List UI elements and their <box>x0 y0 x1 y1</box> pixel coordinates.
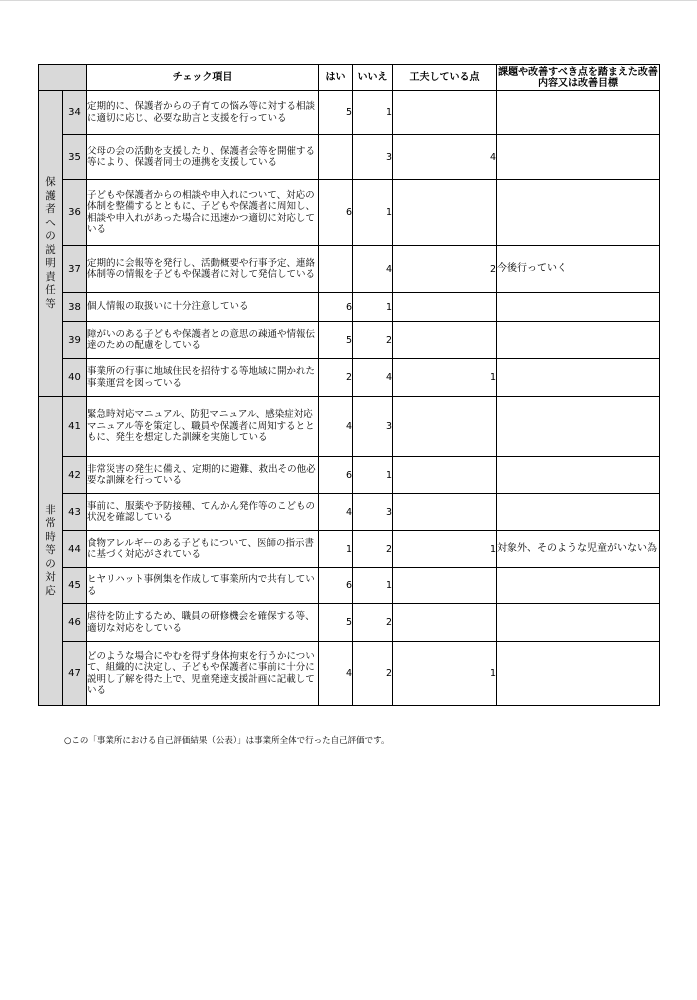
innovation-cell <box>393 457 497 494</box>
table-row <box>39 531 660 568</box>
header-row <box>39 65 660 91</box>
innovation-cell <box>393 293 497 322</box>
row-number: 41 <box>63 397 87 457</box>
no-count: 2 <box>353 642 393 706</box>
check-item-text: 緊急時対応マニュアル、防犯マニュアル、感染症対応マニュアル等を策定し、職員や保護者に周知するとともに、発生を想定した訓練を実施している <box>87 397 319 457</box>
yes-count: 4 <box>319 397 353 457</box>
improvement-cell <box>497 397 660 457</box>
innovation-cell <box>393 322 497 359</box>
no-count: 1 <box>353 180 393 246</box>
table-row <box>39 359 660 397</box>
no-count: 1 <box>353 293 393 322</box>
table-row <box>39 494 660 531</box>
check-item-text: 子どもや保護者からの相談や申入れについて、対応の体制を整備するとともに、子どもや保護者に周知し、相談や申入れがあった場合に迅速かつ適切に対応している <box>87 180 319 246</box>
no-count: 2 <box>353 322 393 359</box>
row-number: 40 <box>63 359 87 397</box>
table-row <box>39 604 660 642</box>
table-row <box>39 180 660 246</box>
innovation-cell <box>393 91 497 135</box>
innovation-cell <box>393 604 497 642</box>
table-row <box>39 397 660 457</box>
check-item-text: 障がいのある子どもや保護者との意思の疎通や情報伝達のための配慮をしている <box>87 322 319 359</box>
improvement-cell: 今後行っていく <box>497 246 660 293</box>
improvement-cell <box>497 91 660 135</box>
innovation-cell: 1 <box>393 642 497 706</box>
innovation-cell: 4 <box>393 135 497 180</box>
row-number: 39 <box>63 322 87 359</box>
check-item-text: どのような場合にやむを得ず身体拘束を行うかについて、組織的に決定し、子どもや保護者に事前に十分に説明し了解を得た上で、児童発達支援計画に記載している <box>87 642 319 706</box>
row-number: 46 <box>63 604 87 642</box>
table-row <box>39 322 660 359</box>
no-count: 4 <box>353 359 393 397</box>
table-row <box>39 246 660 293</box>
yes-count <box>319 246 353 293</box>
no-count: 1 <box>353 457 393 494</box>
table-row <box>39 91 660 135</box>
check-item-text: 個人情報の取扱いに十分注意している <box>87 293 319 322</box>
improvement-cell <box>497 135 660 180</box>
check-item-text: 事業所の行事に地域住民を招待する等地域に開かれた事業運営を図っている <box>87 359 319 397</box>
yes-count: 6 <box>319 293 353 322</box>
yes-count: 6 <box>319 457 353 494</box>
yes-count <box>319 135 353 180</box>
innovation-cell <box>393 397 497 457</box>
row-number: 44 <box>63 531 87 568</box>
row-number: 36 <box>63 180 87 246</box>
check-item-text: 非常災害の発生に備え、定期的に避難、救出その他必要な訓練を行っている <box>87 457 319 494</box>
innovation-cell <box>393 494 497 531</box>
row-number: 45 <box>63 568 87 604</box>
improvement-cell <box>497 180 660 246</box>
innovation-cell: 1 <box>393 359 497 397</box>
row-number: 43 <box>63 494 87 531</box>
improvement-cell: 対象外、そのような児童がいない為 <box>497 531 660 568</box>
improvement-cell <box>497 494 660 531</box>
yes-count: 5 <box>319 91 353 135</box>
yes-count: 6 <box>319 568 353 604</box>
self-evaluation-table <box>38 64 660 706</box>
no-count: 1 <box>353 91 393 135</box>
improvement-cell <box>497 568 660 604</box>
yes-count: 2 <box>319 359 353 397</box>
table-row <box>39 135 660 180</box>
yes-count: 5 <box>319 322 353 359</box>
table-row <box>39 457 660 494</box>
improvement-cell <box>497 293 660 322</box>
no-count: 4 <box>353 246 393 293</box>
improvement-cell <box>497 359 660 397</box>
innovation-cell: 1 <box>393 531 497 568</box>
row-number: 37 <box>63 246 87 293</box>
improvement-cell <box>497 604 660 642</box>
no-count: 3 <box>353 494 393 531</box>
check-item-text: 定期的に、保護者からの子育ての悩み等に対する相談に適切に応じ、必要な助言と支援を行っている <box>87 91 319 135</box>
no-count: 3 <box>353 135 393 180</box>
header-check-item: チェック項目 <box>87 65 319 91</box>
header-no: いいえ <box>353 65 393 91</box>
check-item-text: 事前に、服薬や予防接種、てんかん発作等のこどもの状況を確認している <box>87 494 319 531</box>
header-innovations: 工夫している点 <box>393 65 497 91</box>
row-number: 34 <box>63 91 87 135</box>
row-number: 35 <box>63 135 87 180</box>
row-number: 42 <box>63 457 87 494</box>
innovation-cell <box>393 568 497 604</box>
no-count: 1 <box>353 568 393 604</box>
yes-count: 5 <box>319 604 353 642</box>
page-top-border <box>0 0 697 1</box>
no-count: 2 <box>353 531 393 568</box>
no-count: 3 <box>353 397 393 457</box>
improvement-cell <box>497 642 660 706</box>
check-item-text: ヒヤリハット事例集を作成して事業所内で共有している <box>87 568 319 604</box>
no-count: 2 <box>353 604 393 642</box>
row-number: 47 <box>63 642 87 706</box>
check-item-text: 父母の会の活動を支援したり、保護者会等を開催する等により、保護者同士の連携を支援している <box>87 135 319 180</box>
innovation-cell <box>393 180 497 246</box>
table-row <box>39 568 660 604</box>
header-yes: はい <box>319 65 353 91</box>
yes-count: 1 <box>319 531 353 568</box>
improvement-cell <box>497 457 660 494</box>
check-item-text: 食物アレルギーのある子どもについて、医師の指示書に基づく対応がされている <box>87 531 319 568</box>
section-label-emergency: 非常時等の対応 <box>39 397 63 706</box>
footnote: ○この「事業所における自己評価結果（公表）」は事業所全体で行った自己評価です。 <box>64 736 390 746</box>
yes-count: 4 <box>319 642 353 706</box>
check-item-text: 定期的に会報等を発行し、活動概要や行事予定、連絡体制等の情報を子どもや保護者に対して発信している <box>87 246 319 293</box>
section-label-explanation: 保護者への説明責任等 <box>39 91 63 397</box>
improvement-cell <box>497 322 660 359</box>
header-blank-cell <box>39 65 87 91</box>
table-row <box>39 642 660 706</box>
row-number: 38 <box>63 293 87 322</box>
check-item-text: 虐待を防止するため、職員の研修機会を確保する等、適切な対応をしている <box>87 604 319 642</box>
yes-count: 4 <box>319 494 353 531</box>
table-row <box>39 293 660 322</box>
header-issues: 課題や改善すべき点を踏まえた改善内容又は改善目標 <box>498 66 658 89</box>
yes-count: 6 <box>319 180 353 246</box>
innovation-cell: 2 <box>393 246 497 293</box>
